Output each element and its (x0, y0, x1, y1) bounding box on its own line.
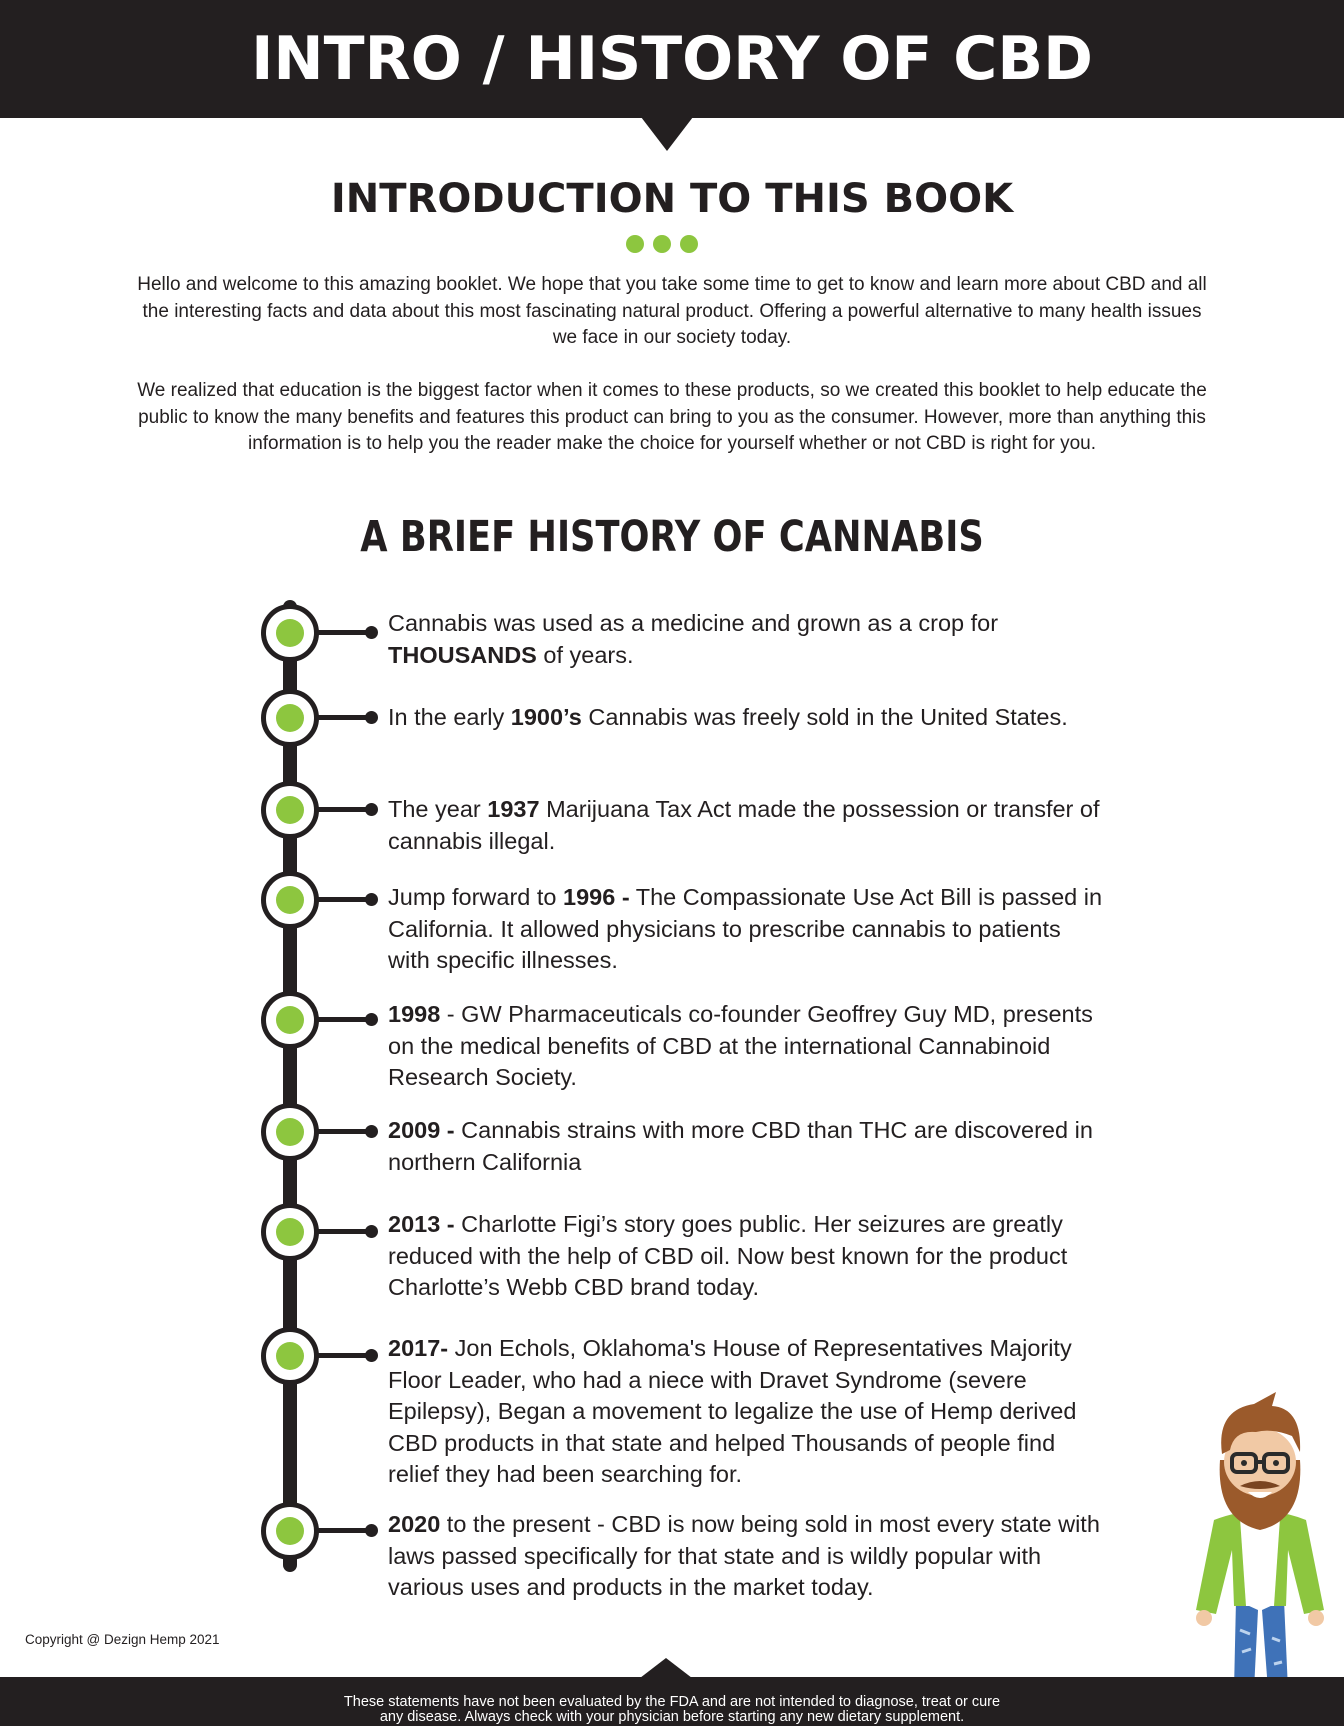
timeline-node-icon (261, 991, 319, 1049)
bottom-notch (640, 1658, 692, 1678)
disclaimer-line-1: These statements have not been evaluated by the FDA and are not intended to diagnose, treat or cure (343, 1694, 1001, 1710)
timeline-item-5: 1998 - GW Pharmaceuticals co-founder Geoffrey Guy MD, presents on the medical benefits of CBD at the international Cannabinoid Research Society. (388, 1001, 1093, 1090)
intro-paragraph-1: Hello and welcome to this amazing booklet. We hope that you take some time to get to know and learn more about CBD and all the interesting facts and data about this most fascinating natural product. Offering a powerful alternative to many health issues we face in our society today. (137, 274, 1207, 348)
divider-dots (626, 235, 698, 253)
timeline-connector (314, 630, 372, 635)
history-heading: A BRIEF HISTORY OF CANNABIS (360, 512, 984, 562)
timeline-connector (314, 1528, 372, 1533)
timeline-node-icon (261, 1103, 319, 1161)
bearded-man-mascot-icon (1176, 1390, 1344, 1710)
timeline-connector (314, 1229, 372, 1234)
timeline-connector (314, 1353, 372, 1358)
dot-icon (680, 235, 698, 253)
timeline-connector (314, 897, 372, 902)
timeline-item-2: In the early 1900’s Cannabis was freely sold in the United States. (388, 704, 1068, 730)
timeline-connector (314, 807, 372, 812)
intro-heading: INTRODUCTION TO THIS BOOK (330, 176, 1014, 222)
page-title: INTRO / HISTORY OF CBD (251, 24, 1093, 94)
top-banner (0, 0, 1344, 118)
timeline-item-8: 2017- Jon Echols, Oklahoma's House of Representatives Majority Floor Leader, who had a niece with Dravet Syndrome (severe Epilepsy), Began a movement to legalize the use of Hemp derived CBD products in that state and helped Thousands of people find relief they had been searching for. (388, 1335, 1077, 1487)
timeline-connector (314, 1129, 372, 1134)
timeline-connector (314, 1017, 372, 1022)
timeline-node-icon (261, 604, 319, 662)
timeline-item-6: 2009 - Cannabis strains with more CBD than THC are discovered in northern California (388, 1117, 1093, 1175)
timeline-connector (314, 715, 372, 720)
disclaimer-line-2: any disease. Always check with your physician before starting any new dietary supplement. (379, 1709, 965, 1725)
dot-icon (626, 235, 644, 253)
banner-notch (641, 117, 693, 151)
timeline-item-1: Cannabis was used as a medicine and grown as a crop for THOUSANDS of years. (388, 610, 999, 668)
timeline-node-icon (261, 1327, 319, 1385)
timeline-node-icon (261, 1203, 319, 1261)
disclaimer-banner (0, 1677, 1344, 1726)
timeline-node-icon (261, 781, 319, 839)
dot-icon (653, 235, 671, 253)
timeline-item-4: Jump forward to 1996 - The Compassionate Use Act Bill is passed in California. It allowed physicians to prescribe cannabis to patients with specific illnesses. (388, 884, 1103, 973)
timeline-node-icon (261, 871, 319, 929)
timeline-item-9: 2020 to the present - CBD is now being sold in most every state with laws passed specifically for that state and is wildly popular with various uses and products in the market today. (388, 1511, 1100, 1600)
intro-paragraph-2: We realized that education is the biggest factor when it comes to these products, so we created this booklet to help educate the public to know the many benefits and features this product can bring to you as the consumer. However, more than anything this information is to help you the reader make the choice for yourself whether or not CBD is right for you. (137, 380, 1207, 454)
timeline-node-icon (261, 1502, 319, 1560)
timeline-item-7: 2013 - Charlotte Figi’s story goes public. Her seizures are greatly reduced with the help of CBD oil. Now best known for the product Charlotte’s Webb CBD brand today. (388, 1211, 1068, 1300)
timeline-node-icon (261, 689, 319, 747)
copyright-text: Copyright @ Dezign Hemp 2021 (25, 1632, 220, 1647)
timeline-item-3: The year 1937 Marijuana Tax Act made the possession or transfer of cannabis illegal. (388, 796, 1100, 854)
